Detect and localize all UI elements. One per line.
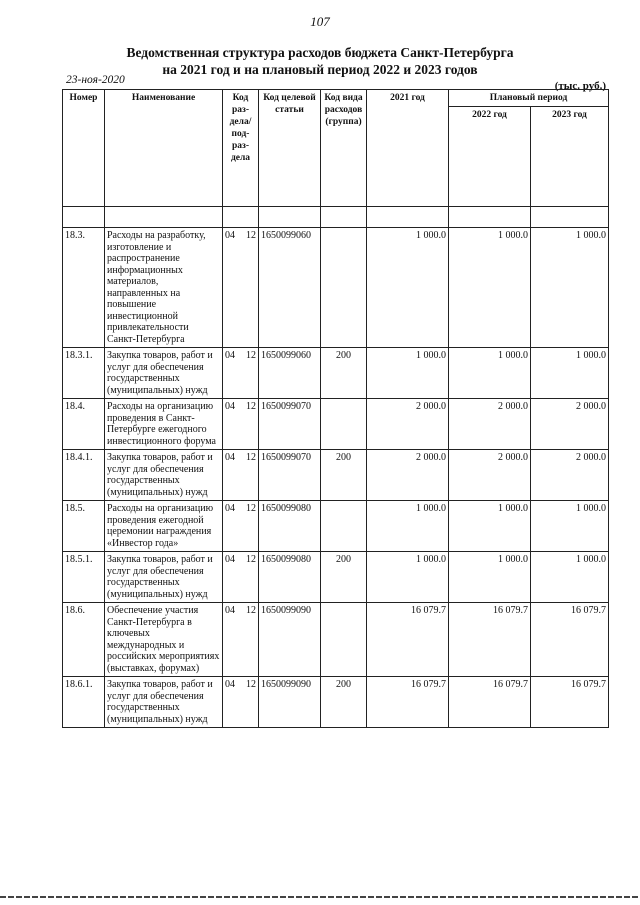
row-amount-2021: 16 079.7 xyxy=(367,603,449,677)
row-subsection: 12 xyxy=(246,605,256,616)
row-expense-type xyxy=(321,603,367,677)
row-target-code: 1650099090 xyxy=(259,677,321,728)
row-name: Закупка товаров, работ и услуг для обеспечения государственных (муниципальных) нужд xyxy=(105,348,223,399)
row-section-code xyxy=(223,450,259,501)
table-row xyxy=(63,348,609,399)
row-expense-type xyxy=(321,399,367,450)
table-row xyxy=(63,501,609,552)
row-target-code: 1650099060 xyxy=(259,348,321,399)
row-subsection: 12 xyxy=(246,679,256,690)
units-label: (тыс. руб.) xyxy=(554,80,606,92)
header-name: Наименование xyxy=(105,90,223,207)
row-amount-2023: 2 000.0 xyxy=(531,450,609,501)
title-line-1: Ведомственная структура расходов бюджета Санкт-Петербурга xyxy=(126,45,514,60)
header-expense-type-code: Код вида расходов (группа) xyxy=(321,90,367,207)
row-amount-2022: 2 000.0 xyxy=(449,450,531,501)
row-name: Обеспечение участия Санкт-Петербурга в ключевых международных и российских мероприятиях (выставках, форумах) xyxy=(105,603,223,677)
row-target-code: 1650099070 xyxy=(259,399,321,450)
table-row xyxy=(63,603,609,677)
header-target-code: Код целевой статьи xyxy=(259,90,321,207)
row-number: 18.4. xyxy=(63,399,105,450)
row-section: 04 xyxy=(225,503,235,514)
row-amount-2023: 1 000.0 xyxy=(531,501,609,552)
row-target-code: 1650099080 xyxy=(259,501,321,552)
row-number: 18.6. xyxy=(63,603,105,677)
table-row xyxy=(63,552,609,603)
page-number: 107 xyxy=(310,14,330,29)
row-number: 18.3.1. xyxy=(63,348,105,399)
row-section: 04 xyxy=(225,452,235,463)
row-amount-2021: 1 000.0 xyxy=(367,348,449,399)
header-section-code: Код раз-дела/ под-раз-дела xyxy=(223,90,259,207)
row-number: 18.5.1. xyxy=(63,552,105,603)
row-target-code: 1650099070 xyxy=(259,450,321,501)
header-year-2022: 2022 год xyxy=(449,107,531,207)
row-section-code xyxy=(223,501,259,552)
row-subsection: 12 xyxy=(246,230,256,241)
row-amount-2022: 16 079.7 xyxy=(449,603,531,677)
row-number: 18.5. xyxy=(63,501,105,552)
row-amount-2023: 1 000.0 xyxy=(531,348,609,399)
row-amount-2022: 1 000.0 xyxy=(449,552,531,603)
document-date: 23-ноя-2020 xyxy=(66,74,125,86)
row-name: Расходы на организацию проведения ежегодной церемонии награждения «Инвестор года» xyxy=(105,501,223,552)
row-amount-2021: 1 000.0 xyxy=(367,552,449,603)
row-amount-2022: 1 000.0 xyxy=(449,228,531,348)
table-spacer-row xyxy=(63,207,609,228)
row-section-code xyxy=(223,603,259,677)
row-amount-2023: 16 079.7 xyxy=(531,603,609,677)
row-section: 04 xyxy=(225,230,235,241)
row-amount-2022: 16 079.7 xyxy=(449,677,531,728)
row-amount-2021: 2 000.0 xyxy=(367,450,449,501)
row-number: 18.6.1. xyxy=(63,677,105,728)
row-amount-2021: 1 000.0 xyxy=(367,501,449,552)
row-section: 04 xyxy=(225,350,235,361)
row-section: 04 xyxy=(225,605,235,616)
budget-table xyxy=(62,89,609,728)
row-expense-type xyxy=(321,228,367,348)
row-name: Закупка товаров, работ и услуг для обеспечения государственных (муниципальных) нужд xyxy=(105,677,223,728)
row-subsection: 12 xyxy=(246,503,256,514)
row-expense-type xyxy=(321,501,367,552)
row-section-code xyxy=(223,552,259,603)
table-row xyxy=(63,228,609,348)
row-section-code xyxy=(223,399,259,450)
row-subsection: 12 xyxy=(246,554,256,565)
table-row xyxy=(63,399,609,450)
row-section: 04 xyxy=(225,554,235,565)
row-subsection: 12 xyxy=(246,452,256,463)
title-line-2: на 2021 год и на плановый период 2022 и 2023 годов xyxy=(162,62,478,77)
row-target-code: 1650099060 xyxy=(259,228,321,348)
header-planned-period: Плановый период xyxy=(449,90,609,107)
row-expense-type: 200 xyxy=(321,552,367,603)
row-target-code: 1650099090 xyxy=(259,603,321,677)
header-year-2023: 2023 год xyxy=(531,107,609,207)
row-expense-type: 200 xyxy=(321,348,367,399)
table-row xyxy=(63,450,609,501)
row-amount-2023: 1 000.0 xyxy=(531,228,609,348)
row-amount-2023: 2 000.0 xyxy=(531,399,609,450)
header-number: Номер xyxy=(63,90,105,207)
row-section-code xyxy=(223,677,259,728)
row-amount-2021: 2 000.0 xyxy=(367,399,449,450)
row-subsection: 12 xyxy=(246,350,256,361)
row-section-code xyxy=(223,348,259,399)
row-number: 18.4.1. xyxy=(63,450,105,501)
row-amount-2021: 1 000.0 xyxy=(367,228,449,348)
row-number: 18.3. xyxy=(63,228,105,348)
row-name: Расходы на разработку, изготовление и распространение информационных материалов, направленных на повышение инвестиционной привлекательности Санкт-Петербурга xyxy=(105,228,223,348)
row-subsection: 12 xyxy=(246,401,256,412)
row-target-code: 1650099080 xyxy=(259,552,321,603)
row-amount-2022: 1 000.0 xyxy=(449,348,531,399)
row-amount-2021: 16 079.7 xyxy=(367,677,449,728)
table-row xyxy=(63,677,609,728)
row-amount-2023: 16 079.7 xyxy=(531,677,609,728)
row-amount-2022: 1 000.0 xyxy=(449,501,531,552)
row-expense-type: 200 xyxy=(321,450,367,501)
row-amount-2022: 2 000.0 xyxy=(449,399,531,450)
row-name: Расходы на организацию проведения в Санкт-Петербурге ежегодного инвестиционного форума xyxy=(105,399,223,450)
row-section-code xyxy=(223,228,259,348)
bottom-scan-line xyxy=(0,896,640,898)
row-name: Закупка товаров, работ и услуг для обеспечения государственных (муниципальных) нужд xyxy=(105,450,223,501)
document-title xyxy=(0,44,640,78)
row-amount-2023: 1 000.0 xyxy=(531,552,609,603)
header-year-2021: 2021 год xyxy=(367,90,449,207)
row-expense-type: 200 xyxy=(321,677,367,728)
row-name: Закупка товаров, работ и услуг для обеспечения государственных (муниципальных) нужд xyxy=(105,552,223,603)
row-section: 04 xyxy=(225,401,235,412)
row-section: 04 xyxy=(225,679,235,690)
